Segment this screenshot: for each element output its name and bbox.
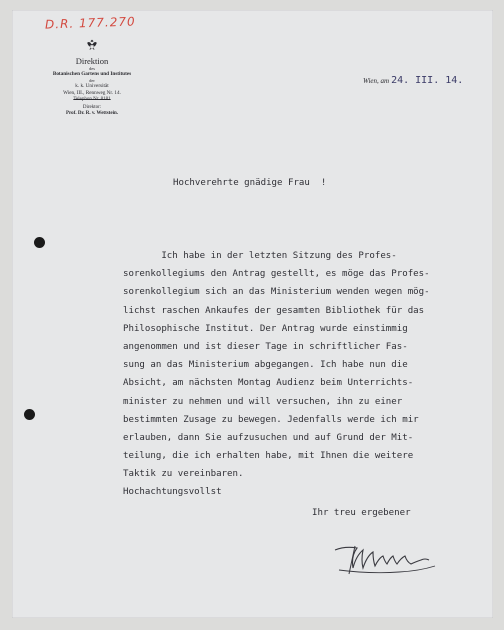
letterhead-struck-line: Telephon Nr. 8181 xyxy=(73,97,111,102)
body-line: bestimmten Zusage zu bewegen. Jedenfalls werde ich mir xyxy=(123,414,419,425)
complimentary-close: Ihr treu ergebener xyxy=(312,508,411,518)
letterhead-der: der xyxy=(89,78,95,83)
letterhead-des: des xyxy=(89,66,95,71)
letterhead-university: k. k. Universität xyxy=(75,83,109,89)
letterhead-director: Prof. Dr. R. v. Wettstein. xyxy=(66,111,118,116)
body-line: Absicht, am nächsten Montag Audienz beim Unterrichts- xyxy=(123,378,414,389)
punch-hole xyxy=(24,409,35,420)
body-line: lichst raschen Ankaufes der gesamten Bibliothek für das xyxy=(123,305,425,316)
double-eagle-crest-icon xyxy=(84,38,100,54)
body-line: angenommen und ist dieser Tage in schriftlicher Fas- xyxy=(123,342,408,353)
handwritten-signature xyxy=(333,540,443,580)
body-line: erlauben, dann Sie aufzusuchen und auf Grund der Mit- xyxy=(123,433,414,444)
letterhead-address: Wien, III., Rennweg Nr. 14. xyxy=(63,90,121,96)
body-line: minister zu nehmen und will versuchen, ihn zu einer xyxy=(123,396,403,407)
body-line: sorenkollegium sich an das Ministerium wenden wegen mög- xyxy=(123,287,430,298)
closing: Hochachtungsvollst xyxy=(123,487,222,497)
letter-date xyxy=(363,75,463,86)
archive-reference-number: D.R. 177.270 xyxy=(44,14,136,32)
punch-hole xyxy=(34,237,45,248)
letterhead xyxy=(38,38,146,117)
body-line: sorenkollegiums den Antrag gestellt, es möge das Profes- xyxy=(123,269,430,280)
body-line: teilung, die ich erhalten habe, mit Ihnen die weitere xyxy=(123,451,414,462)
body-line: Ich habe in der letzten Sitzung des Profes- xyxy=(123,251,397,261)
body-line: sung an das Ministerium abgegangen. Ich habe nun die xyxy=(123,360,408,371)
body-line: Taktik zu vereinbaren. xyxy=(123,469,244,480)
letterhead-title: Direktion xyxy=(75,56,109,66)
date-value: 24. III. 14. xyxy=(391,75,464,86)
letter-body xyxy=(123,247,430,484)
letterhead-director-label: Direktor: xyxy=(82,105,102,110)
body-line: Philosophische Institut. Der Antrag wurde einstimmig xyxy=(123,323,408,334)
salutation: Hochverehrte gnädige Frau ! xyxy=(173,178,327,188)
letterhead-institutes: Botanischen Gartens und Institutes xyxy=(52,71,132,77)
date-prefix: Wien, am xyxy=(363,77,390,85)
